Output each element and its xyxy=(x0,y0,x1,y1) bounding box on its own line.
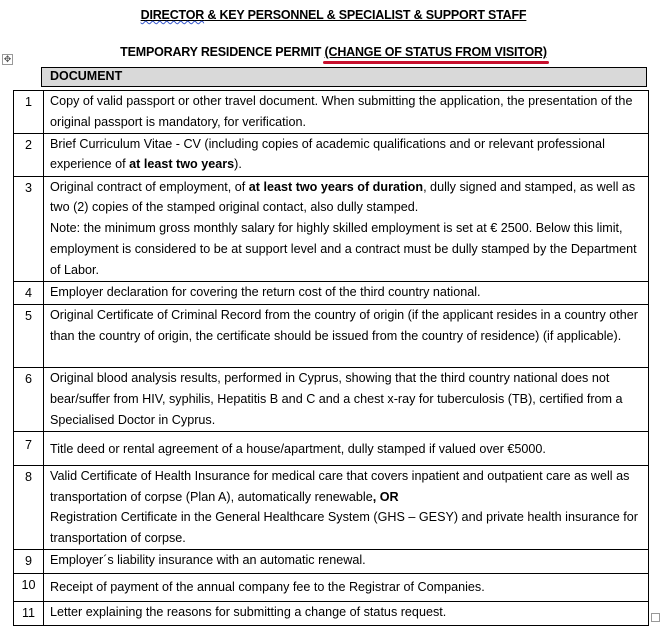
title-spellcheck-word: DIRECTOR xyxy=(140,8,205,22)
table-row xyxy=(14,573,649,601)
text-segment: Letter explaining the reasons for submitting a change of status request. xyxy=(50,604,447,619)
document-requirement xyxy=(44,368,649,431)
bold-text: at least two years xyxy=(129,157,235,172)
text-segment: Receipt of payment of the annual company fee to the Registrar of Companies. xyxy=(50,579,485,594)
row-number: 1 xyxy=(14,91,44,134)
red-underline-annotation xyxy=(323,61,549,64)
document-requirement xyxy=(44,91,649,134)
row-number: 11 xyxy=(14,601,44,625)
table-row xyxy=(14,549,649,573)
document-requirement xyxy=(44,431,649,465)
table-row xyxy=(14,281,649,305)
text-segment: Original Certificate of Criminal Record from the country of origin (if the applicant resides in a country other than the country of origin, the certificate should be issued from the country of residence) (if applicable). xyxy=(50,308,638,344)
document-requirement xyxy=(44,601,649,625)
bold-text: , OR xyxy=(372,489,399,504)
text-segment: Employer declaration for covering the return cost of the third country national. xyxy=(50,284,481,299)
text-segment: Brief Curriculum Vitae - CV (including copies of academic qualifications and or relevant professional experience of xyxy=(50,136,605,172)
title-rest: & KEY PERSONNEL & SPECIALIST & SUPPORT STAFF xyxy=(204,8,527,22)
text-segment: Copy of valid passport or other travel document. When submitting the application, the presentation of the original passport is mandatory, for verification. xyxy=(50,94,633,129)
subtitle-highlight-text: (CHANGE OF STATUS FROM VISITOR) xyxy=(324,45,547,59)
row-number: 5 xyxy=(14,305,44,368)
table-move-handle-icon[interactable]: ✥ xyxy=(3,54,12,64)
row-number: 8 xyxy=(14,465,44,549)
text-segment: Original blood analysis results, performed in Cyprus, showing that the third country national does not bear/suffer from HIV, syphilis, Hepatitis B and C and a chest x-ray for tuberculosis (TB), certified from a Specialised Doctor in Cyprus. xyxy=(50,371,623,427)
table-row xyxy=(14,133,649,176)
row-number: 4 xyxy=(14,281,44,305)
document-requirement xyxy=(44,133,649,176)
table-resize-handle-icon[interactable] xyxy=(651,613,660,622)
documents-table xyxy=(13,90,649,626)
document-requirement xyxy=(44,176,649,281)
document-title xyxy=(0,8,667,22)
subtitle-prefix: TEMPORARY RESIDENCE PERMIT xyxy=(120,45,325,59)
subtitle-highlight xyxy=(325,45,547,59)
row-number: 10 xyxy=(14,573,44,601)
document-requirement xyxy=(44,573,649,601)
text-segment: Registration Certificate in the General Healthcare System (GHS – GESY) and private health insurance for transportation of corpse. xyxy=(50,510,638,546)
text-segment: Employer´s liability insurance with an automatic renewal. xyxy=(50,552,366,567)
text-segment: Note: the minimum gross monthly salary for highly skilled employment is set at € 2500. Below this limit, employment is considered to be at support level and a contract must be dully stamped by the Department of Labor. xyxy=(50,221,637,277)
table-row xyxy=(14,601,649,625)
text-segment: ). xyxy=(234,157,242,172)
text-segment: Valid Certificate of Health Insurance for medical care that covers inpatient and outpatient care as well as transportation of corpse (Plan A), automatically renewable xyxy=(50,468,630,504)
text-segment: Original contract of employment, of xyxy=(50,179,249,194)
document-requirement xyxy=(44,465,649,549)
table-row xyxy=(14,465,649,549)
document-requirement xyxy=(44,549,649,573)
bold-text: at least two years of duration xyxy=(248,179,424,194)
table-row xyxy=(14,176,649,281)
row-number: 6 xyxy=(14,368,44,431)
table-row xyxy=(14,431,649,465)
document-requirement xyxy=(44,305,649,368)
row-number: 7 xyxy=(14,431,44,465)
text-segment: , dully signed and stamped, as well as two (2) copies of the stamped original contact, also dully stamped. xyxy=(50,179,636,215)
table-row xyxy=(14,305,649,368)
text-segment: Title deed or rental agreement of a house/apartment, dully stamped if valued over €5000. xyxy=(50,441,546,456)
table-row xyxy=(14,91,649,134)
row-number: 2 xyxy=(14,133,44,176)
document-subtitle xyxy=(0,45,667,59)
table-column-header: DOCUMENT xyxy=(41,67,647,87)
row-number: 3 xyxy=(14,176,44,281)
table-row xyxy=(14,368,649,431)
row-number: 9 xyxy=(14,549,44,573)
document-requirement xyxy=(44,281,649,305)
